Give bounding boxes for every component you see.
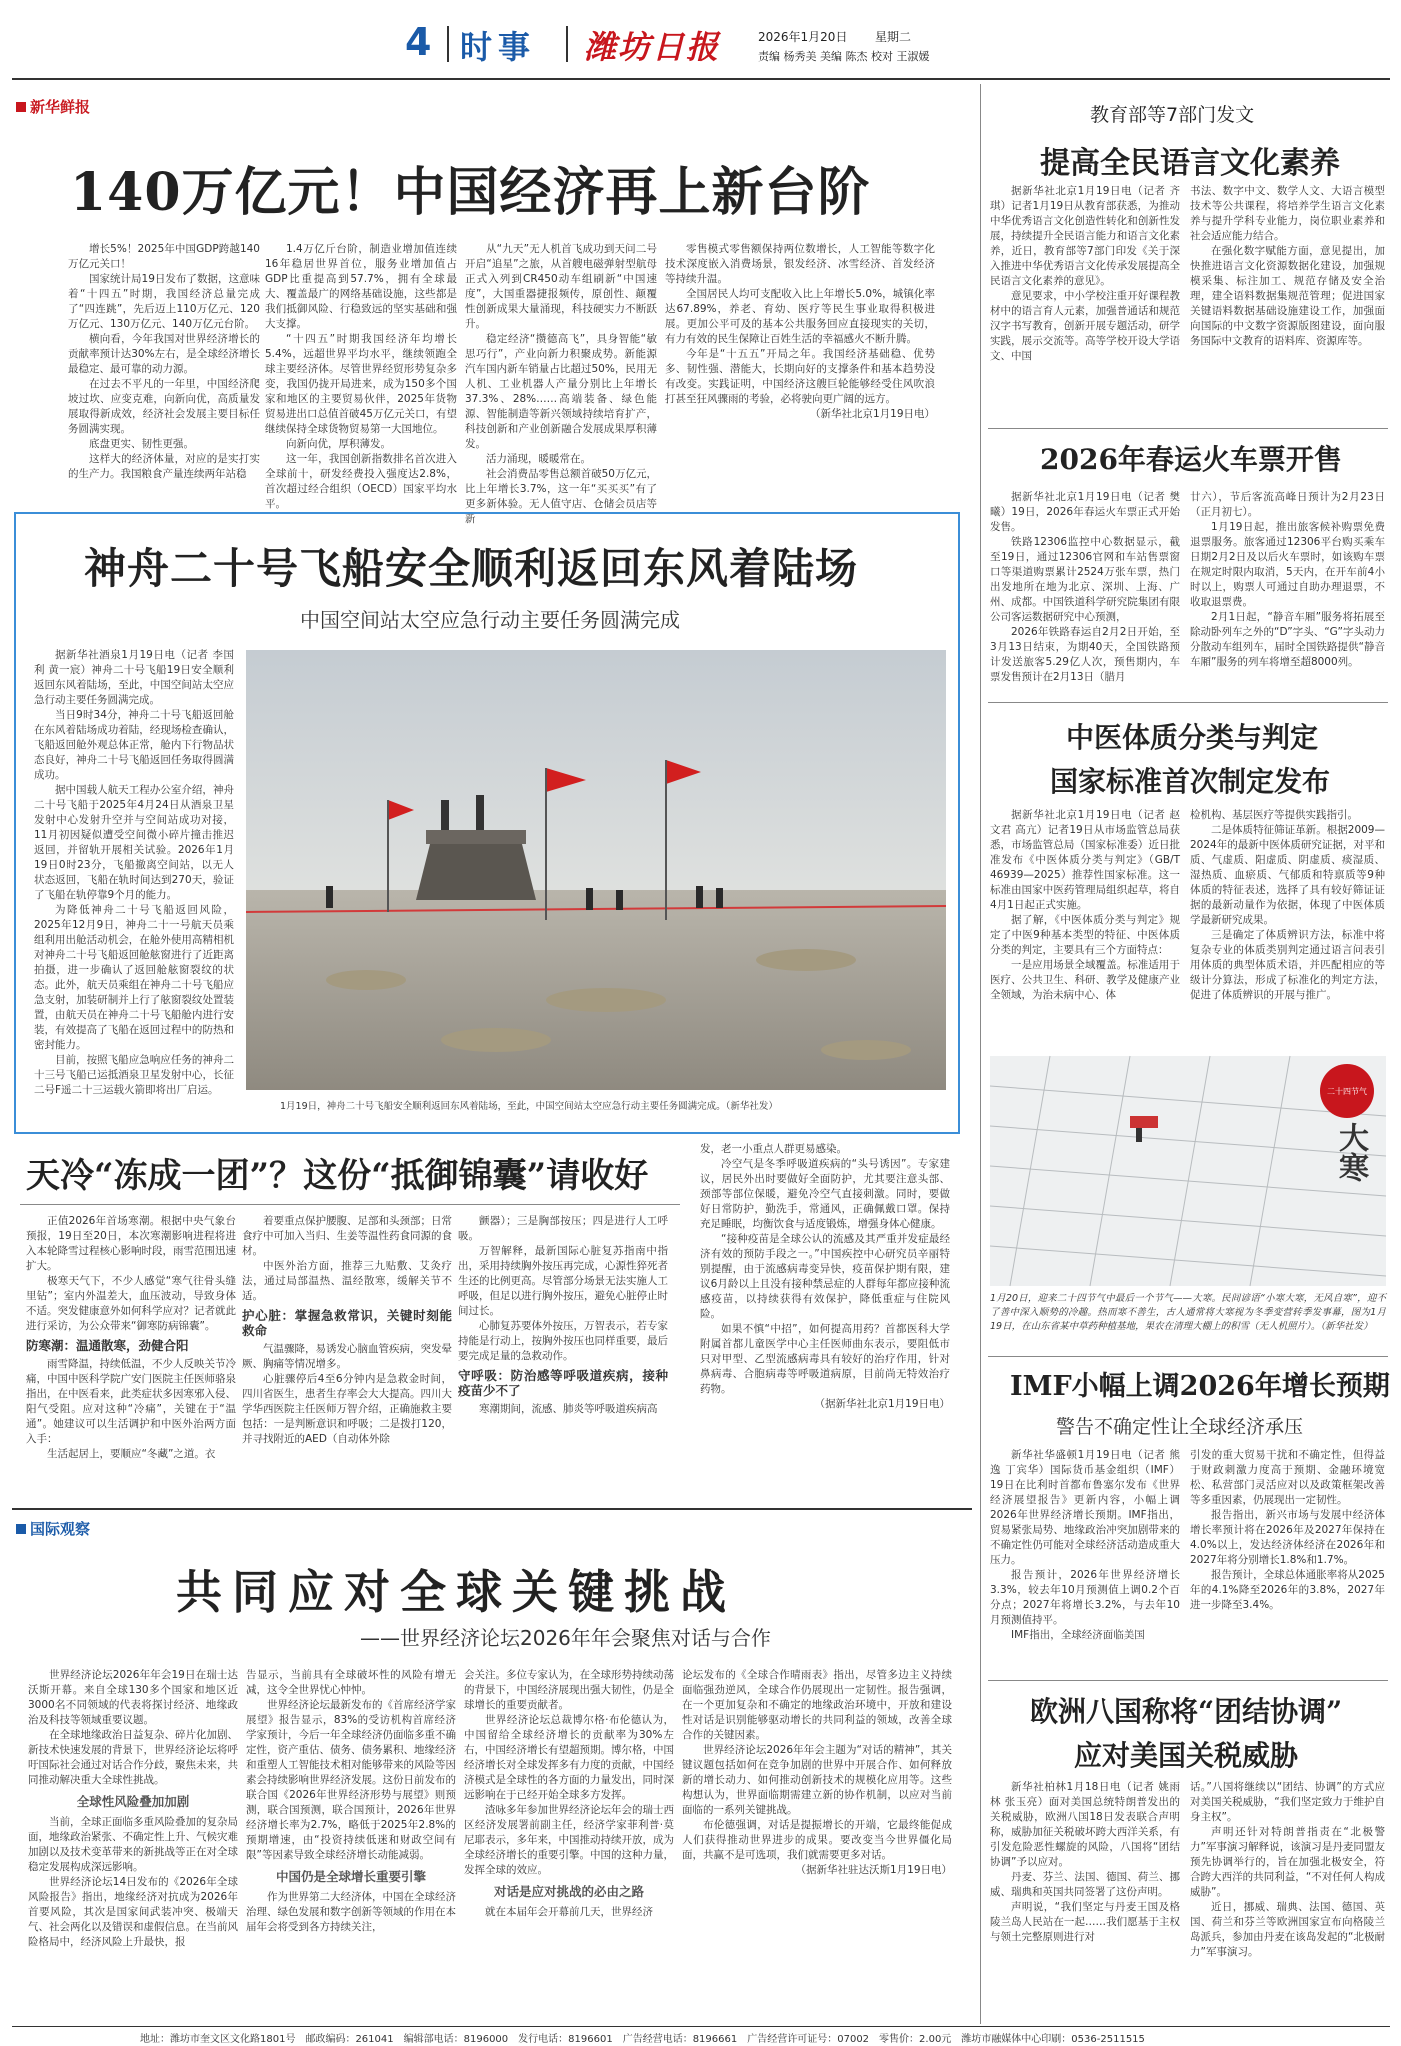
tcm-headline-1: 中医体质分类与判定 [1066,721,1319,754]
forum-p: 论坛发布的《全球合作晴雨表》指出，尽管多边主义持续面临强劲逆风，全球合作仍展现出一定韧性。报告强调，在一个更加复杂和不确定的地缘政治环境中，开放和建设性对话是识别能够驱动增长的共同利益的领域，改善全球合作的关键因素。 [682,1669,952,1741]
forum-p: 世界经济论坛14日发布的《2026年全球风险报告》指出，地缘经济对抗成为2026年首要风险，其次是国家间武装冲突、极端天气、社会两化以及错误和虚假信息。在当前风险格局中，经济风险上升最快，报 [28,1876,238,1948]
train-p: 据新华社北京1月19日电（记者 樊曦）19日，2026年春运火车票正式开始发售。 [990,491,1180,533]
cold-keyword-3: 守呼吸：防治感等呼吸道疾病，接种疫苗少不了 [458,1368,668,1398]
forum-p: 告显示，当前具有全球破坏性的风险有增无减，这令全世界忧心忡忡。 [246,1669,456,1696]
cold-p: 寒潮期间，流感、肺炎等呼吸道疾病高 [479,1403,658,1415]
right-rule-2 [988,702,1388,703]
shenzhou-p: 为降低神舟二十号飞船返回风险，2025年12月9日，神舟二十一号航天员乘组利用出舱活动机会，在舱外使用高精相机对神舟二十号飞船返回舱舷窗进行了近距离拍摄，进一步确认了返回舱舷窗裂纹的状态。此外，航天员乘组在神舟二十号飞船应急支射，加装研制并上行了舷窗裂纹处置装置，由航天员在神舟二十号飞船舱内进行安装，有效提高了飞船在返回过程中的防热和密封能力。 [34,904,234,1051]
cold-keyword-2: 护心脏：掌握急救常识，关键时刻能救命 [242,1308,452,1338]
lead-p: 这一年，我国创新指数排名首次进入全球前十，研发经费投入强度达2.8%，首次超过经合组织（OECD）国家平均水平。 [265,453,457,510]
solar-term-badge-label: 二十四节气 [1327,1086,1367,1096]
lang-headline: 提高全民语言文化素养 [1040,146,1340,181]
shenzhou-subhead: 中国空间站太空应急行动主要任务圆满完成 [300,608,680,632]
train-headline: 2026年春运火车票开售 [1040,443,1342,476]
imf-column-2 [1190,1448,1385,1674]
dahan-photo [990,1056,1386,1286]
lang-p: 据新华社北京1月19日电（记者 齐琪）记者1月19日从教育部获悉，为推动中华优秀语言文化创造性转化和创新性发展，持续提升全民语言能力和语言文化素养，近日，教育部等7部门印发《关于深入推进中华优秀语言文化传承发展提高全民语言文化素养的意见》。 [990,185,1180,287]
forum-p: 世界经济论坛最新发布的《首席经济学家展望》报告显示，83%的受访机构首席经济学家预计，今后一年全球经济仍面临多重不确定性，资产重估、债务、债务累积、地缘经济和重塑人工智能技术相对能够带来的风险等因素会持续影响世界经济发展。这份日前发布的联合国《2026年世界经济形势与展望》则预测，联合国预测，联合国预计，2026年世界经济增长率为2.7%，略低于2025年2.8%的预期增速，由“投资持续低迷和财政空间有限”等因素导致全球经济增长动能减弱。 [246,1699,456,1861]
eu-p: 新华社柏林1月18日电（记者 姚雨林 张玉亮）面对美国总统特朗普发出的关税威胁，欧洲八国18日发表联合声明称，威胁加征关税破坏跨大西洋关系，有引发危险恶性螺旋的风险，八国将“团结协调”予以应对。 [990,1781,1180,1868]
cold-p: 中医外治方面，推荐三九贴敷、艾灸疗法，通过局部温热、温经散寒，缓解关节不适。 [242,1260,452,1302]
lead-p: 零售模式零售额保持两位数增长，人工智能等数字化技术深度嵌入消费场景，银发经济、冰雪经济、首发经济等持续升温。 [665,243,935,285]
train-column-1 [990,490,1180,695]
shenzhou-text [34,648,234,1118]
forum-p: 在全球地缘政治日益复杂、碎片化加剧、新技术快速发展的背景下，世界经济论坛将呼吁国际社会通过对话合作分歧，聚焦未来，共同推动解决重大全球性挑战。 [28,1729,238,1786]
dahan-caption: 1月20日，迎来二十四节气中最后一个节气——大寒。民间谚语“小寒大寒，无风自寒”，迎不了善中深入顺势的冷趣。热而寒不善生，古人通常将大寒视为冬季变营转季发事幕，图为1月19日，在山东省某中草药种植基地，果农在清理大棚上的积雪（无人机照片）。（新华社发） [990,1293,1386,1332]
forum-p: 作为世界第二大经济体，中国在全球经济治理、绿色发展和数字创新等领域的作用在本届年会将受到各方持续关注， [246,1891,456,1933]
eu-p: 声明还针对特朗普指责在“北极警力”军事演习解释说，该演习是丹麦同盟友预先协调举行的，旨在加强北极安全，符合跨大西洋的共同利益，“不对任何人构成威胁”。 [1190,1826,1385,1898]
lead-p: 向新向优，厚积薄发。 [286,438,391,450]
forum-p: 当前，全球正面临多重风险叠加的复杂局面，地缘政治紧张、不确定性上升、气候灾难加剧以及技术变革带来的新挑战等正在对全球稳定发展构成深远影响。 [28,1816,238,1873]
eu-column-2 [1190,1780,1385,2024]
forum-subheading-2: 中国仍是全球增长重要引擎 [275,1869,426,1884]
lead-column-4 [665,242,935,504]
editors-line: 责编 杨秀美 美编 陈杰 校对 王淑媛 [758,50,930,63]
eu-p: 近日，挪威、瑞典、法国、德国、英国、荷兰和芬兰等欧洲国家宣布向格陵兰岛派兵，参加由丹麦在该岛发起的“北极耐力”军事演习。 [1190,1901,1385,1958]
lead-p: 活力涌现，暖暖常在。 [486,453,591,465]
forum-column-2 [246,1668,456,2024]
eu-headline-2: 应对美国关税威胁 [1074,1739,1299,1772]
lang-p: 在强化数字赋能方面，意见提出，加快推进语言文化资源数据化建设，加强规模采集、标注加工、规范存储及安全治理，建全语料数据集规范管理；促进国家关键语料数据基础设施建设工作，加强面向国际的中文数字资源版图建设，面向服务国际中文教育的语料库、资源库等。 [1190,245,1385,347]
imf-p: 报告预计，全球总体通胀率将从2025年的4.1%降至2026年的3.8%，2027年进一步降至3.4%。 [1190,1569,1385,1611]
issue-date: 2026年1月20日 [758,30,848,44]
solar-term-name: 大寒 [1333,1122,1368,1182]
lead-headline: 140万亿元！中国经济再上新台阶 [70,162,871,223]
shenzhou-p: 当日9时34分，神舟二十号飞船返回舱在东风着陆场成功着陆，经现场检查确认，飞船返回舱外观总体正常，舱内下行物品状态良好，神舟二十号飞船返回任务取得圆满成功。 [34,709,234,781]
lead-p: 1.4万亿斤台阶，制造业增加值连续16年稳居世界首位，服务业增加值占GDP比重提高到57.7%，拥有全球最大、覆盖最广的网络基础设施，这些都是我们抵御风险、行稳致远的坚实基础和强大支撑。 [265,243,457,330]
section-tag-xinhua [16,96,90,117]
lead-p: 从“九天”无人机首飞成功到天问二号开启“追星”之旅，从首艘电磁弹射型航母正式入列到CR450动车组刷新“中国速度”，大国重器捷报频传，原创性、颠覆性创新成果大量涌现，科技硬实力不断跃升。 [465,243,657,330]
section-tag-intl [16,1518,90,1539]
tcm-column-1 [990,808,1180,1048]
lead-p: 横向看，今年我国对世界经济增长的贡献率预计达30%左右，是全球经济增长最稳定、最可靠的动力源。 [68,333,260,375]
lead-p: “十四五”时期我国经济年均增长5.4%，远超世界平均水平，继续领跑全球主要经济体。尽管世界经贸形势复杂多变，我国仍拢开局进来，成为150多个国家和地区的主要贸易伙伴，2025年货物贸易进出口总值首破45万亿元关口，有望继续保持全球货物贸易第一大国地位。 [265,333,457,435]
dateline: （据新华社北京1月19日电） [814,1398,950,1410]
forum-column-3 [464,1668,674,2024]
forum-p: 就在本届年会开幕前几天，世界经济 [485,1906,653,1918]
lead-p: 全国居民人均可支配收入比上年增长5.0%，城镇化率达67.89%，养老、育幼、医疗等民生事业取得积极进展。更加公平可及的基本公共服务回应直接现实的关切，有力有效的民生保障让百姓生活的幸福感火不断升腾。 [665,288,935,345]
newspaper-logo: 潍坊日报 [584,28,721,66]
cold-p: 发，老一小重点人群更易感染。 [700,1143,847,1155]
eu-column-1 [990,1780,1180,2024]
shenzhou-caption: 1月19日，神舟二十号飞船安全顺利返回东风着陆场，至此，中国空间站太空应急行动主要任务圆满完成。（新华社发） [280,1101,778,1112]
cold-column-2 [242,1214,452,1504]
cold-p: 心脏骤停后4至6分钟内是急救金时间，四川省医生，患者生存率会大大提高。四川大学华西医院主任医师万智介绍，正确施救主要包括：一是判断意识和呼吸；二是拨打120，并寻找附近的AED（自动体外除 [242,1373,452,1445]
tcm-p: 据新华社北京1月19日电（记者 赵文君 高亢）记者19日从市场监管总局获悉，市场监管总局（国家标准委）近日批准发布《中医体质分类与判定》（GB/T 46939—2025）推荐性国家标准。这一标准由国家中医药管理局组织起草，将自4月1日起正式实施。 [990,809,1180,911]
footer-info: 地址：潍坊市奎文区文化路1801号 邮政编码：261041 编辑部电话：8196000 发行电话：8196601 广告经营电话：8196661 广告经营许可证号：07002 零售价：2.00元 潍坊市融媒体中心印刷：0536-2511515 [140,2034,1145,2045]
forum-rule [12,1508,972,1510]
imf-subhead: 警告不确定性让全球经济承压 [1056,1416,1304,1438]
imf-p: 引发的重大贸易干扰和不确定性，但得益于财政刺激力度高于预期、金融环境宽松、私营部门灵活应对以及政策框架改善等多重因素，仍展现出一定韧性。 [1190,1449,1385,1506]
tcm-p: 检机构、基层医疗等提供实践指引。 [1190,809,1358,821]
eu-p: 丹麦、芬兰、法国、德国、荷兰、挪威、瑞典和英国共同签署了这份声明。 [990,1871,1180,1898]
lang-p: 书法、数字中文、数学人文、大语言模型技术等公共课程，将培养学生语言文化素养与提升学科专业能力，岗位职业素养和社会适应能力结合。 [1190,185,1385,242]
lead-p: 这样大的经济体量，对应的是实打实的生产力。我国粮食产量连续两年站稳 [68,453,260,480]
cold-p: 如果不慎“中招”，如何提高用药？首都医科大学附属首都儿童医学中心主任医师曲东表示，要阻低市只对甲型、乙型流感病毒具有较好的治疗作用，针对鼻病毒、合胞病毒等呼吸道病原，目前尚无特效治疗药物。 [700,1323,950,1395]
section-tag-label: 新华鲜报 [30,98,91,116]
lead-column-2 [265,242,457,510]
forum-subheading-3: 对话是应对挑战的必由之路 [493,1884,644,1899]
train-column-2 [1190,490,1385,695]
shenzhou-p: 据新华社酒泉1月19日电（记者 李国利 黄一宸）神舟二十号飞船19日安全顺利返回东风着陆场，至此，中国空间站太空应急行动主要任务圆满完成。 [34,649,234,706]
right-rule-3 [988,1356,1388,1357]
forum-subheading-1: 全球性风险叠加加剧 [76,1794,190,1809]
train-p: 1月19日起，推出旅客候补购票免费退票服务。旅客通过12306平台购买乘车日期2月2日及以后火车票时，如该购车票在规定时限内取消，5天内，在开车前4小时以上，购票人可通过自助办理退票，不收取退票费。 [1190,521,1385,608]
masthead-divider-2 [566,26,568,62]
train-p: 2026年铁路春运自2月2日开始，至3月13日结束，为期40天，全国铁路预计发送旅客5.29亿人次，预售期内，车票发售预计在2月13日（腊月 [990,626,1180,683]
cold-p: 心肺复苏要体外按压，万智表示，若专家持能是行动上，按胸外按压也同样重要，最后要完成足量的急救动作。 [458,1320,668,1362]
cold-p: 冷空气是冬季呼吸道疾病的“头号诱因”。专家建议，居民外出时要做好全面防护，尤其要注意头部、颈部等部位保暖，避免冷空气直接刺激。同时，要做好日常防护，勤洗手，常通风，正确佩戴口罩。保持充足睡眠，均衡饮食与适度锻炼，增强身体心健康。 [700,1158,950,1230]
lead-p: 国家统计局19日发布了数据，这意味着“十四五”时期，我国经济总量完成了“四连跳”，先后迈上110万亿元、120万亿元、130万亿元、140万亿元台阶。 [68,273,260,330]
masthead [0,0,1401,76]
tcm-headline-2: 国家标准首次制定发布 [1050,765,1331,798]
masthead-rule [12,78,1390,80]
lead-p: 稳定经济“攒德高飞”，具身智能“敏思巧行”，产业向新力积聚成势。新能源汽车国内新车销量占比超过50%，民用无人机、工业机器人产量分别比上年增长37.3%、28%……高端装备、绿色能源、智能制造等新兴领域持续培育扩产，科技创新和产业创新融合发展成果厚积薄发。 [465,333,657,450]
cold-column-3 [458,1214,668,1504]
forum-headline: 共同应对全球关键挑战 [176,1565,736,1619]
lead-column-1 [68,242,260,504]
cold-headline: 天冷“冻成一团”？这份“抵御锦囊”请收好 [26,1156,649,1196]
cold-column-4 [700,1142,950,1504]
lead-p: 增长5%！2025年中国GDP跨越140万亿元关口！ [68,243,260,270]
right-rule-1 [988,428,1388,429]
eu-p: 话。”八国将继续以“团结、协调”的方式应对美国关税威胁，“我们坚定致力于维护自身主权”。 [1190,1781,1385,1823]
forum-column-1 [28,1668,238,2024]
section-tag-square [16,102,26,112]
page-number: 4 [405,20,432,64]
forum-p: 布伦德强调，对话是提振增长的开端，它最终能促成人们获得推动世界进步的成果。要改变当今世界僵化局面，共赢不是可选项，我们就需要更多对话。 [682,1819,952,1861]
train-p: 2月1日起，“静音车厢”服务将拓展至除动卧列车之外的“D”字头、“G”字头动力分散动车组列车，届时全国铁路提供“静音车厢”服务的列车将增至超8000列。 [1190,611,1385,668]
cold-rule [20,1204,680,1205]
cold-p: 极寒天气下，不少人感觉“寒气往骨头缝里钻”；室内外温差大，血压波动，导致身体不适。突发健康意外如何科学应对？记者就此进行采访，为公众带来“御寒防病锦囊”。 [26,1275,236,1332]
forum-p: 渣咏多年参加世界经济论坛年会的瑞士西区经济发展署前副主任，经济学家菲利普·莫尼耶表示，多年来，中国推动持续开放，成为全球经济增长的重要引擎。中国的这种力量，发挥全球的效应。 [464,1804,674,1876]
lead-column-3 [465,242,657,525]
shenzhou-p: 据中国载人航天工程办公室介绍，神舟二十号飞船于2025年4月24日从酒泉卫星发射中心发射升空并与空间站成功对接，11月初因疑似遭受空间微小碎片撞击推迟返回，并留轨开展相关试验。2026年1月19日0时23分，飞船撤离空间站，以无人状态返回，飞船在轨时间达到270天，验证了飞船在轨停靠9个月的能力。 [34,784,234,901]
forum-p: 世界经济论坛2026年年会19日在瑞士达沃斯开幕。来自全球130多个国家和地区近3000名不同领域的代表将探讨经济、地缘政治及科技等领域重要议题。 [28,1669,238,1726]
lang-kicker: 教育部等7部门发文 [1090,104,1255,126]
imf-p: 报告指出，新兴市场与发展中经济体增长率预计将在2026年及2027年保持在4.0%以上，发达经济体经济在2026年和2027年将分别增长1.8%和1.7%。 [1190,1509,1385,1566]
cold-p: 颤器）；三是胸部按压；四是进行人工呼吸。 [458,1215,668,1242]
forum-p: 会关注。多位专家认为，在全球形势持续动荡的背景下，中国经济展现出强大韧性，仍是全球增长的重要贡献者。 [464,1669,674,1711]
imf-column-1 [990,1448,1180,1674]
landing-photo-illustration [246,650,946,1090]
cold-p: 万智解释，最新国际心脏复苏指南中指出，采用持续胸外按压再完成，心源性猝死者生还的比例更高。尽管部分场景无法实施人工呼吸，但足以进行胸外按压，避免心脏停止时间过长。 [458,1245,668,1317]
cold-p: 着要重点保护腰腹、足部和头颈部；日常食疗中可加入当归、生姜等温性药食同源的食材。 [242,1215,452,1257]
section-name: 时事 [460,28,537,66]
lang-p: 意见要求，中小学校注重开好课程教材中的语言育人元素，加强普通话和规范汉字书写教育，创新开展专题活动，研学实践，展示交流等。高等学校开设大学语文、中国 [990,290,1180,362]
issue-weekday: 星期二 [875,30,912,44]
dateline: （新华社北京1月19日电） [809,408,935,420]
forum-p: 世界经济论坛总裁博尔格·布伦德认为，中国留给全球经济增长的贡献率为30%左右，中国经济增长有望超预期。博尔格，中国经济增长对全球发挥多有力度的贡献，中国经济模式是全球性的各方面的力量发出，同时深远影响在于已经开始全球多方发挥。 [464,1714,674,1801]
right-column-rule [980,84,981,2024]
section-tag-square [16,1524,26,1534]
lead-p: 底盘更实、韧性更强。 [89,438,194,450]
train-p: 铁路12306监控中心数据显示，截至19日，通过12306官网和车站售票窗口等渠道购票累计2524万张车票，热门出发地所在地为北京、深圳、上海、广州、成都。中国铁道科学研究院集团有限公司客运数据研究中心预测， [990,536,1180,623]
shenzhou-photo [246,650,946,1090]
solar-term-badge [1320,1064,1374,1118]
imf-p: IMF指出，全球经济面临美国 [1011,1629,1145,1641]
eu-headline-1: 欧洲八国称将“团结协调” [1030,1695,1343,1728]
tcm-column-2 [1190,808,1385,1048]
lead-p: 社会消费品零售总额首破50万亿元，比上年增长3.7%，这一年“买买买”有了更多新体验。无人值守店、仓储会员店等新 [465,468,657,525]
lang-column-1 [990,184,1180,424]
forum-p: 世界经济论坛2026年年会主题为“对话的精神”，其关键议题包括如何在竞争加剧的世界中开展合作、如何释放新的增长动力、如何推动创新技术的规模化应用等。这些构想认为，世界面临期需建立新的协作机制，以应对当前面临的一系列关键挑战。 [682,1744,952,1816]
cold-p: 雨雪降温，持续低温，不少人反映关节冷痛，中国中医科学院广安门医院主任医师骆泉指出，在中医看来，此类症状多因寒邪入侵、阳气受阻。应对这种“冷痛”，关键在于“温通”。她建议可以生活调护和中医外治两方面入手： [26,1358,236,1445]
cold-p: “接种疫苗是全球公认的流感及其严重并发症最经济有效的预防手段之一。”中国疾控中心研究员辛丽特别提醒，由于流感病毒变异快，疫苗保护期有限，建议6月龄以上且没有接种禁忌症的人群每年都应接种流感疫苗，以持续获得有效保护，降低重症与住院风险。 [700,1233,950,1320]
cold-p: 气温骤降，易诱发心脑血管疾病，突发晕厥、胸痛等情况增多。 [242,1343,452,1370]
right-rule-4 [988,1680,1388,1681]
dateline: （据新华社驻达沃斯1月19日电） [795,1864,952,1876]
cold-p: 生活起居上，要顺应“冬藏”之道。衣 [47,1448,216,1460]
imf-p: 新华社华盛顿1月19日电（记者 熊逸 丁宾华）国际货币基金组织（IMF）19日在比利时首都布鲁塞尔发布《世界经济展望报告》更新内容，小幅上调2026年世界经济增长预期。IMF指出，贸易紧张局势、地缘政治冲突加剧带来的不确定性仍可能对全球经济活动造成重大压力。 [990,1449,1180,1566]
forum-subhead: ——世界经济论坛2026年年会聚焦对话与合作 [360,1626,771,1650]
imf-p: 报告预计，2026年世界经济增长3.3%，较去年10月预测值上调0.2个百分点；2027年将增长3.2%，与去年10月预测值持平。 [990,1569,1180,1626]
lead-p: 今年是“十五五”开局之年。我国经济基础稳、优势多、韧性强、潜能大，长期向好的支撑条件和基本趋势没有改变。实践证明，中国经济这艘巨轮能够经受住风吹浪打甚至狂风骤雨的考验，必将驶向更广阔的远方。 [665,348,935,405]
imf-headline: IMF小幅上调2026年增长预期 [1010,1371,1390,1402]
tcm-p: 三是确定了体质辨识方法，标准中将复杂专业的体质类别判定通过语言问表引用体质的典型体质术语，并匹配相应的等级计分算法，形成了标准化的判定方法，促进了体质辨识的开展与推广。 [1190,929,1385,1001]
lang-column-2 [1190,184,1385,424]
train-p: 廿六），节后客流高峰日预计为2月23日（正月初七）。 [1190,491,1385,518]
tcm-p: 二是体质特征筛证革新。根据2009—2024年的最新中医体质研究证据，对平和质、气虚质、阳虚质、阴虚质、痰湿质、湿热质、血瘀质、气郁质和特禀质等9种体质的特征表述，选择了具有较好筛证证据的最新动量作为依据，体现了中医体质学最新研究成果。 [1190,824,1385,926]
tcm-p: 一是应用场景全域覆盖。标准适用于医疗、公共卫生、科研、教学及健康产业全领域，为治未病中心、体 [990,959,1180,1001]
forum-column-4 [682,1668,952,2024]
tcm-p: 据了解，《中医体质分类与判定》规定了中医9种基本类型的特征、中医体质分类的判定，主要具有三个方面特点： [990,914,1180,956]
cold-keyword-1: 防寒潮：温通散寒，劲健合阳 [26,1338,189,1353]
footer-rule [12,2026,1390,2027]
cold-column-1 [26,1214,236,1504]
lead-p: 在过去不平凡的一年里，中国经济爬坡过坎、应变克难，向新向优，高质量发展取得新成效，经济社会发展主要目标任务圆满实现。 [68,378,260,435]
shenzhou-p: 目前，按照飞船应急响应任务的神舟二十三号飞船已运抵酒泉卫星发射中心，长征二号F遥二十三运载火箭即将出厂启运。 [34,1054,234,1096]
masthead-divider [447,26,449,62]
cold-p: 正值2026年首场寒潮。根据中央气象台预报，19日至20日，本次寒潮影响进程将进入本轮降雪过程核心影响时段，雨雪范围迅速扩大。 [26,1215,236,1272]
section-tag-label: 国际观察 [30,1520,91,1538]
eu-p: 声明说，“我们坚定与丹麦王国及格陵兰岛人民站在一起……我们愿基于主权与领土完整原则进行对 [990,1901,1180,1943]
shenzhou-headline: 神舟二十号飞船安全顺利返回东风着陆场 [84,544,859,593]
